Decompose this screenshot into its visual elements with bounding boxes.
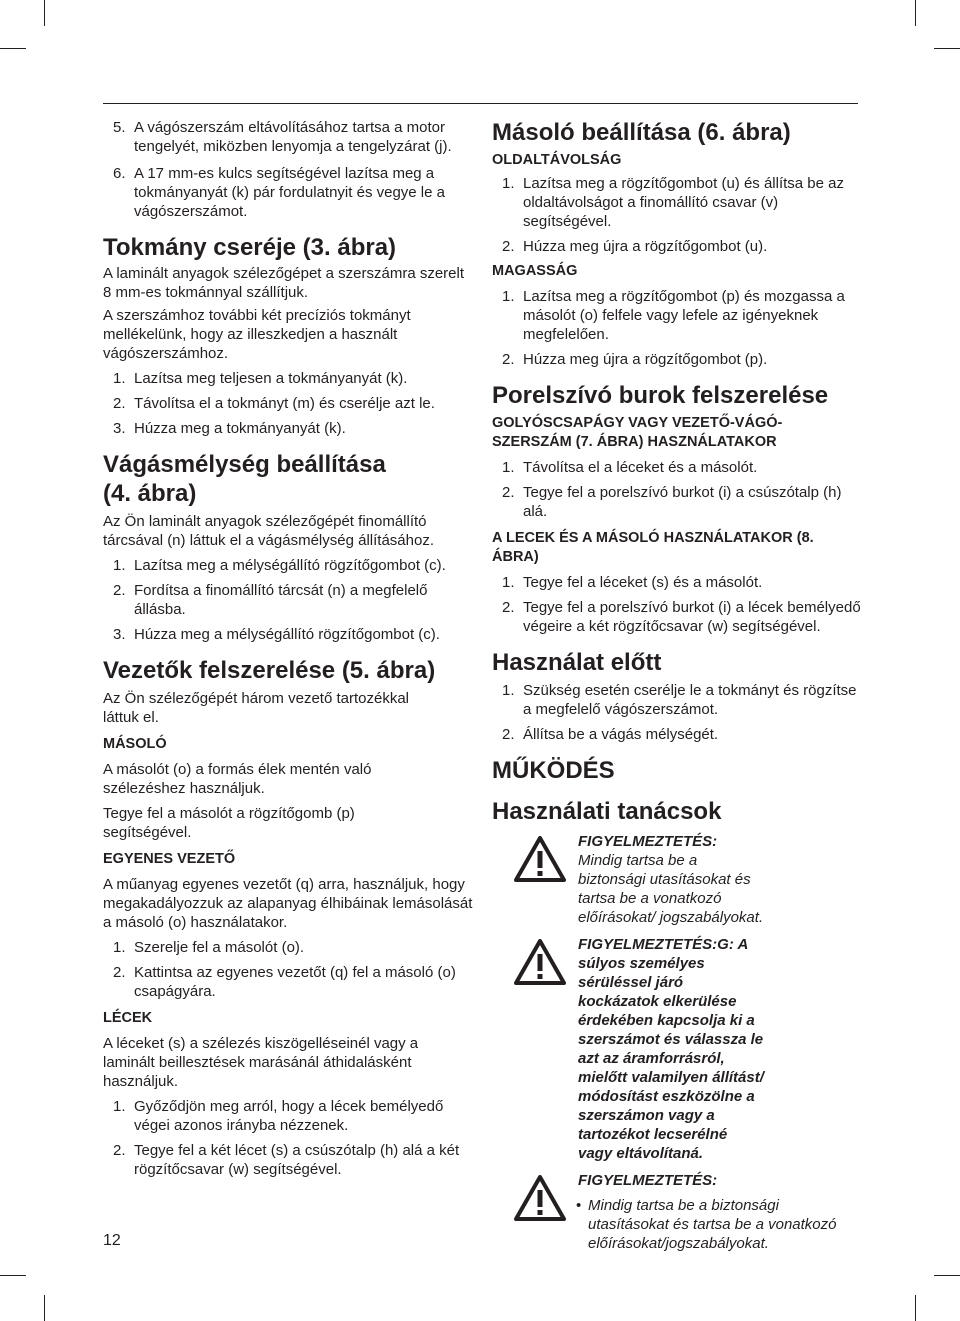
crop-mark [44, 0, 45, 26]
list-item: 6. A 17 mm-es kulcs segítségével lazítsa meg a tokmányanyát (k) pár fordulatnyit és vegye le a vágószerszámot. [113, 165, 445, 220]
list-item: 1. Szükség esetén cserélje le a tokmányt és rögzítse a megfelelő vágószerszámot. [502, 682, 857, 718]
list-item: 1. Szerelje fel a másolót (o). [113, 939, 305, 956]
list-item: 2. Húzza meg újra a rögzítőgombot (u). [502, 238, 768, 255]
page-number: 12 [103, 1232, 121, 1249]
section-heading: Használati tanácsok [492, 798, 722, 825]
warning-icon [514, 939, 566, 985]
list-item: • Mindig tartsa be a biztonsági utasításokat és tartsa be a vonatkozó előírásokat/jogszabályokat. [576, 1197, 837, 1252]
paragraph: A műanyag egyenes vezetőt (q) arra, használjuk, hogy megakadályozzuk az alapanyag élhibáinak lemásolását a másoló (o) használatakor. [103, 876, 473, 931]
list-item: 3. Húzza meg a mélységállító rögzítőgombot (c). [113, 626, 440, 643]
section-heading: Tokmány cseréje (3. ábra) [103, 234, 397, 261]
section-heading: MŰKÖDÉS [492, 757, 615, 784]
list-item: 2. Fordítsa a finomállító tárcsát (n) a megfelelő állásba. [113, 582, 428, 618]
list-item: 2. Tegye fel a két lécet (s) a csúszótalp (h) alá a két rögzítőcsavar (w) segítségével. [113, 1142, 460, 1178]
paragraph: A laminált anyagok szélezőgépet a szerszámra szerelt 8 mm-es tokmánnyal szállítjuk. [103, 265, 465, 301]
paragraph: A léceket (s) a szélezés kiszögelléseinél vagy a laminált beillesztések marásánál áthidalásként használjuk. [103, 1035, 419, 1090]
crop-mark [934, 48, 960, 49]
list-item: 1. Lazítsa meg a rögzítőgombot (p) és mozgassa a másolót (o) felfele vagy lefele az igényeknek megfelelően. [502, 288, 845, 343]
crop-mark [44, 1295, 45, 1321]
list-item: 2. Távolítsa el a tokmányt (m) és cserélje azt le. [113, 395, 435, 412]
right-column [492, 118, 864, 1253]
crop-mark [0, 48, 26, 49]
warning-icon [514, 836, 566, 882]
list-item: 2. Húzza meg újra a rögzítőgombot (p). [502, 351, 768, 368]
crop-mark [915, 1295, 916, 1321]
crop-mark [934, 1275, 960, 1276]
list-item: 1. Lazítsa meg a rögzítőgombot (u) és állítsa be az oldaltávolságot a finomállító csavar (v) segítségével. [502, 175, 844, 230]
list-item: 3. Húzza meg a tokmányanyát (k). [113, 420, 346, 437]
subheading: EGYENES VEZETŐ [103, 851, 236, 867]
list-item: 1. Tegye fel a léceket (s) és a másolót. [502, 574, 763, 591]
paragraph: A másolót (o) a formás élek mentén való szélezéshez használjuk. [103, 761, 372, 797]
section-heading: Vezetők felszerelése (5. ábra) [103, 657, 436, 684]
section-heading: Vágásmélység beállítása (4. ábra) [103, 451, 386, 507]
subheading: GOLYÓSCSAPÁGY VAGY VEZETŐ-VÁGÓ-SZERSZÁM (7. ÁBRA) HASZNÁLATAKOR [492, 415, 783, 450]
subheading: A LECEK ÉS A MÁSOLÓ HASZNÁLATAKOR (8. ÁBRA) [492, 530, 814, 565]
list-item: 5. A vágószerszám eltávolításához tartsa a motor tengelyét, miközben lenyomja a tengelyzárat (j). [113, 119, 452, 155]
left-column [103, 118, 475, 1179]
section-heading: Használat előtt [492, 649, 662, 676]
subheading: MAGASSÁG [492, 263, 578, 279]
list-item: 1. Távolítsa el a léceket és a másolót. [502, 459, 758, 476]
paragraph: Az Ön laminált anyagok szélezőgépét finomállító tárcsával (n) láttuk el a vágásmélység állításához. [103, 513, 434, 549]
warning-block: FIGYELMEZTETÉS: [492, 1171, 864, 1190]
crop-mark [0, 1275, 26, 1276]
list-item: 1. Lazítsa meg teljesen a tokmányanyát (k). [113, 370, 408, 387]
list-item: 2. Tegye fel a porelszívó burkot (i) a lécek bemélyedő végeire a két rögzítőcsavar (w) segítségével. [502, 599, 861, 635]
list-item: 2. Állítsa be a vágás mélységét. [502, 726, 719, 743]
subheading: MÁSOLÓ [103, 736, 167, 752]
subheading: LÉCEK [103, 1010, 153, 1026]
header-rule [103, 103, 858, 104]
subheading: OLDALTÁVOLSÁG [492, 152, 622, 168]
list-item: 2. Kattintsa az egyenes vezetőt (q) fel a másoló (o) csapágyára. [113, 964, 456, 1000]
list-item: 1. Győződjön meg arról, hogy a lécek bemélyedő végei azonos irányba nézzenek. [113, 1098, 444, 1134]
bullet-icon: • [576, 1197, 582, 1214]
section-heading: Másoló beállítása (6. ábra) [492, 119, 791, 146]
section-heading: Porelszívó burok felszerelése [492, 382, 829, 409]
list-item: 2. Tegye fel a porelszívó burkot (i) a csúszótalp (h) alá. [502, 484, 842, 520]
list-item: 1. Lazítsa meg a mélységállító rögzítőgombot (c). [113, 557, 446, 574]
warning-block: FIGYELMEZTETÉS: Mindig tartsa be a biztonsági utasításokat és tartsa be a vonatkozó előírásokat/ jogszabályokat. [492, 832, 864, 927]
paragraph: Tegye fel a másolót a rögzítőgomb (p) segítségével. [103, 805, 355, 841]
paragraph: A szerszámhoz további két precíziós tokmányt mellékelünk, hogy az illeszkedjen a használt vágószerszámhoz. [103, 307, 411, 362]
crop-mark [915, 0, 916, 26]
warning-block: FIGYELMEZTETÉS:G: A súlyos személyes sérüléssel járó kockázatok elkerülése érdekében kapcsolja ki a szerszámot és válassza le azt az áramforrásról, mielőtt valamilyen állítást/ módosítást eszközölne a szerszámon vagy a tartozékot lecserélné vagy eltávolítaná. [492, 935, 864, 1163]
paragraph: Az Ön szélezőgépét három vezető tartozékkal láttuk el. [103, 690, 409, 726]
